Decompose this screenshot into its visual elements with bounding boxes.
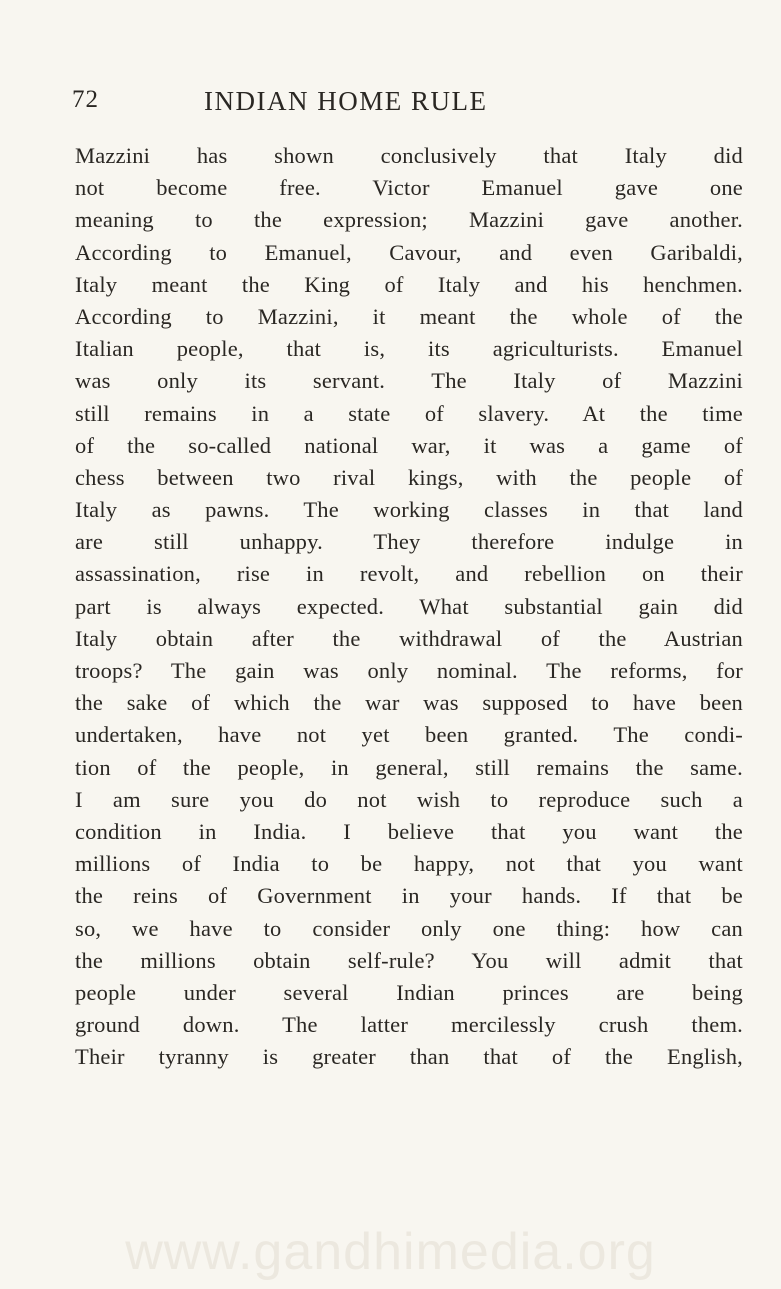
text-line: are still unhappy. They therefore indulge in	[75, 529, 743, 555]
text-line: tion of the people, in general, still remains the same.	[75, 754, 743, 780]
text-line: chess between two rival kings, with the people of	[75, 464, 743, 490]
text-line: so, we have to consider only one thing: how can	[75, 915, 743, 941]
text-line: the sake of which the war was supposed to have been	[75, 690, 743, 716]
text-line: Italy obtain after the withdrawal of the Austrian	[75, 625, 743, 651]
text-line: was only its servant. The Italy of Mazzini	[75, 368, 743, 394]
text-line: part is always expected. What substantial gain did	[75, 593, 743, 619]
text-line: not become free. Victor Emanuel gave one	[75, 175, 743, 201]
text-line: people under several Indian princes are being	[75, 979, 743, 1005]
text-line: millions of India to be happy, not that you want	[75, 851, 743, 877]
text-line: Italy as pawns. The working classes in that land	[75, 497, 743, 523]
text-line: still remains in a state of slavery. At the time	[75, 400, 743, 426]
text-line: According to Emanuel, Cavour, and even Garibaldi,	[75, 239, 743, 265]
body-text	[75, 140, 743, 1073]
text-line: Italian people, that is, its agriculturists. Emanuel	[75, 336, 743, 362]
watermark: www.gandhimedia.org	[125, 1223, 656, 1281]
text-line: the reins of Government in your hands. If that be	[75, 883, 743, 909]
text-line: According to Mazzini, it meant the whole of the	[75, 303, 743, 329]
text-line: Mazzini has shown conclusively that Italy did	[75, 143, 743, 168]
text-line: I am sure you do not wish to reproduce such a	[75, 786, 743, 812]
text-line: Their tyranny is greater than that of the English,	[75, 1044, 743, 1070]
running-title: INDIAN HOME RULE	[204, 86, 488, 116]
text-line: the millions obtain self-rule? You will admit that	[75, 947, 743, 973]
text-line: ground down. The latter mercilessly crush them.	[75, 1012, 743, 1038]
text-line: meaning to the expression; Mazzini gave another.	[75, 207, 743, 233]
text-line: undertaken, have not yet been granted. The condi-	[75, 722, 743, 748]
page-header	[72, 86, 752, 126]
text-line: condition in India. I believe that you want the	[75, 818, 743, 844]
text-line: of the so-called national war, it was a game of	[75, 432, 743, 458]
text-line: assassination, rise in revolt, and rebellion on their	[75, 561, 743, 587]
text-line: Italy meant the King of Italy and his henchmen.	[75, 271, 743, 297]
page-number: 72	[72, 86, 99, 113]
text-line: troops? The gain was only nominal. The reforms, for	[75, 658, 743, 683]
